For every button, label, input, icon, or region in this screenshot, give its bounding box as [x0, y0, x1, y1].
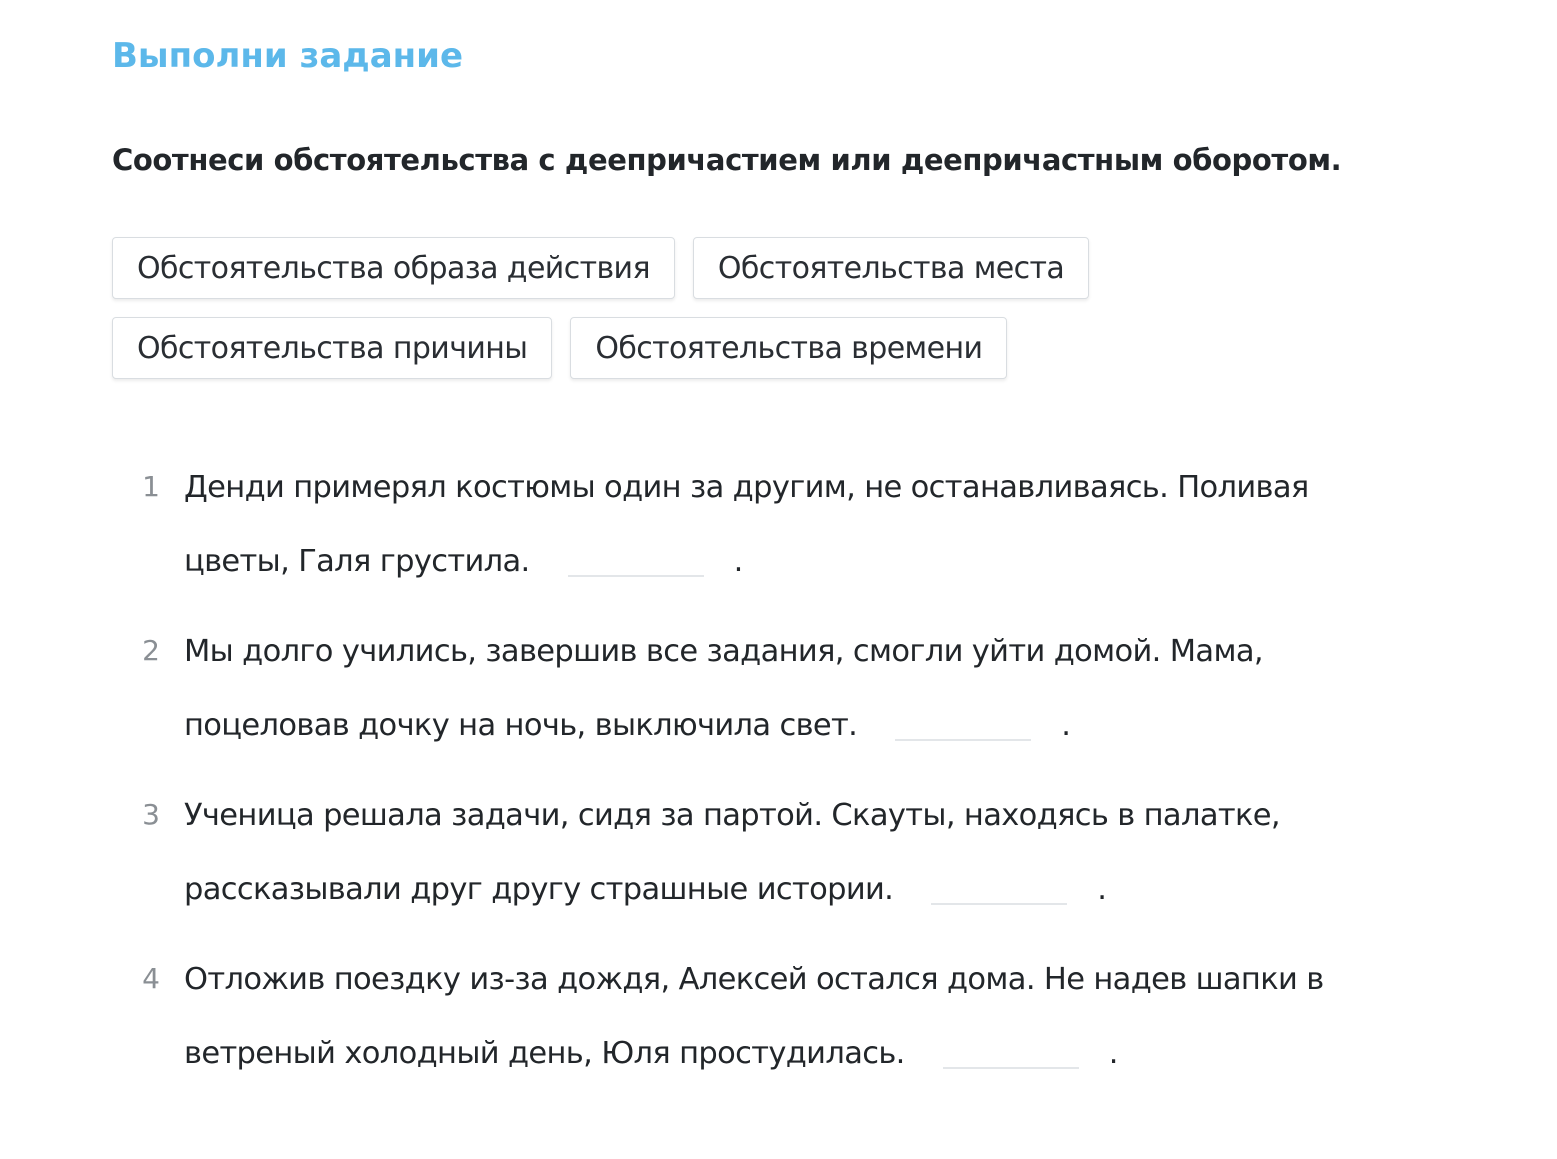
sentence-item: [140, 780, 1440, 944]
sentence-item: [140, 452, 1440, 616]
sentence-text-line: Отложив поездку из-за дождя, Алексей остался дома. Не надев шапки в: [184, 962, 1324, 997]
answer-options: [112, 237, 1312, 397]
sentence-text-line: Денди примерял костюмы один за другим, не останавливаясь. Поливая: [184, 470, 1309, 505]
answer-options-row: [112, 317, 1312, 379]
answer-drop-slot[interactable]: [568, 549, 704, 577]
sentence-text: поцеловав дочку на ночь, выключила свет.: [184, 708, 858, 743]
item-number: 3: [142, 798, 160, 831]
sentence-end-dot: .: [1108, 1036, 1118, 1071]
answer-drop-slot[interactable]: [895, 713, 1031, 741]
answer-drop-slot[interactable]: [943, 1041, 1079, 1069]
item-number: 4: [142, 962, 160, 995]
sentence-text: рассказывали друг другу страшные истории.: [184, 872, 894, 907]
sentence-text-line: Ученица решала задачи, сидя за партой. Скауты, находясь в палатке,: [184, 798, 1280, 833]
sentence-text: цветы, Галя грустила.: [184, 544, 530, 579]
sentence-item: [140, 944, 1440, 1108]
sentence-text-line: Мы долго учились, завершив все задания, смогли уйти домой. Мама,: [184, 634, 1263, 669]
task-title: Выполни задание: [112, 36, 464, 76]
sentence-item: [140, 616, 1440, 780]
sentence-list: [140, 452, 1440, 1108]
option-time-chip[interactable]: Обстоятельства времени: [570, 317, 1007, 379]
sentence-end-dot: .: [1097, 872, 1107, 907]
sentence-text-line: [184, 706, 1070, 746]
task-instruction: Соотнеси обстоятельства с деепричастием или деепричастным оборотом.: [112, 143, 1342, 177]
item-number: 2: [142, 634, 160, 667]
sentence-text-line: [184, 1034, 1118, 1074]
option-place-chip[interactable]: Обстоятельства места: [693, 237, 1089, 299]
sentence-text-line: [184, 870, 1106, 910]
answer-options-row: [112, 237, 1312, 299]
answer-drop-slot[interactable]: [931, 877, 1067, 905]
sentence-end-dot: .: [733, 544, 743, 579]
sentence-end-dot: .: [1061, 708, 1071, 743]
option-manner-chip[interactable]: Обстоятельства образа действия: [112, 237, 675, 299]
sentence-text: ветреный холодный день, Юля простудилась.: [184, 1036, 905, 1071]
item-number: 1: [142, 470, 160, 503]
sentence-text-line: [184, 542, 743, 582]
option-cause-chip[interactable]: Обстоятельства причины: [112, 317, 552, 379]
